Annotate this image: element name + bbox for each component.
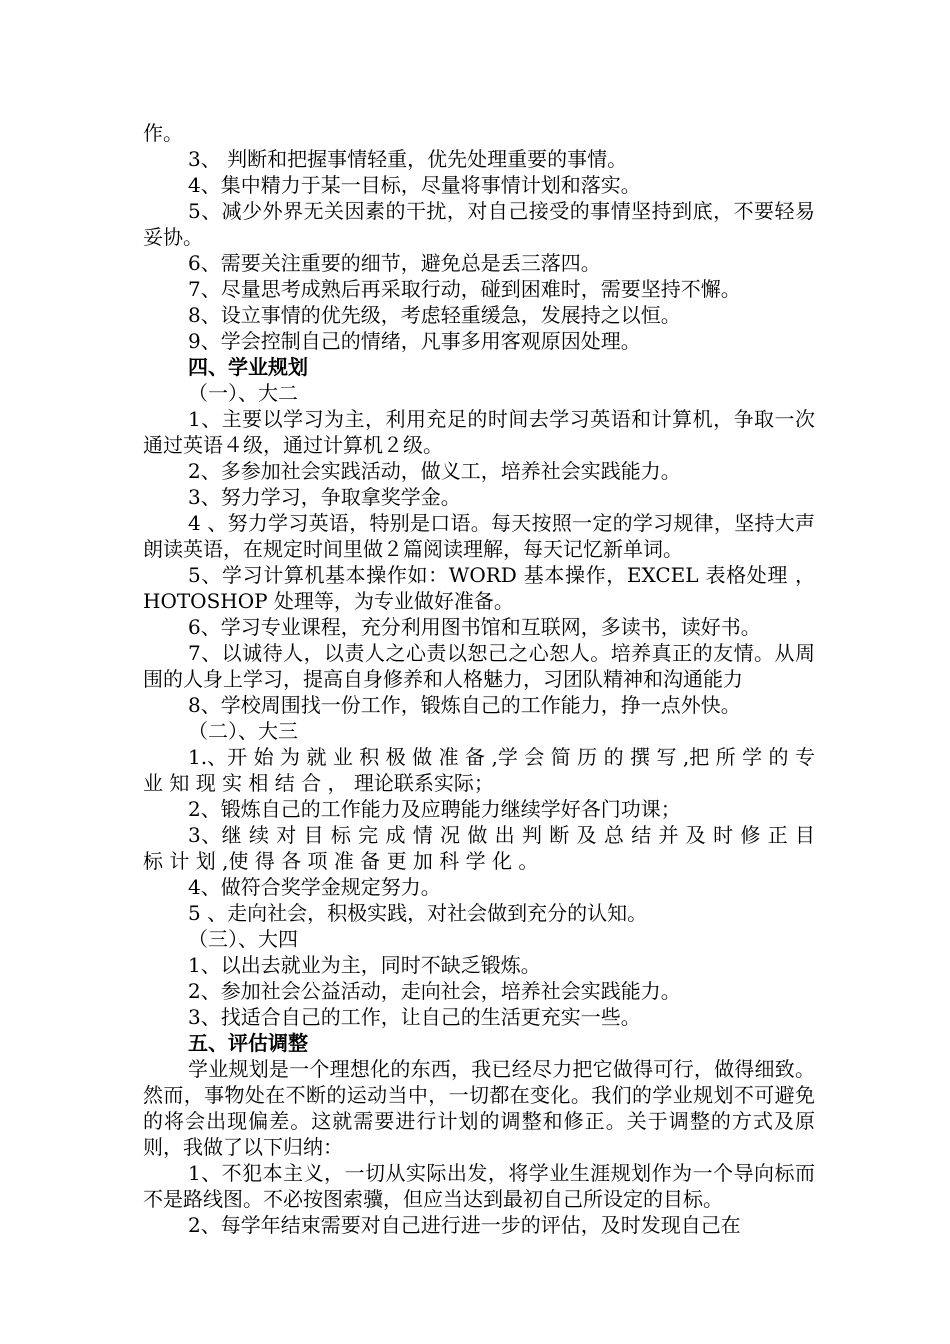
- subsection-heading: （一）、大二: [188, 381, 298, 405]
- list-item: 9、学会控制自己的情绪，凡事多用客观原因处理。: [188, 329, 641, 353]
- list-item: 1、不犯本主义，一切从实际出发，将学业生涯规划作为一个导向标而不是路线图。不必按图索骥，但应当达到最初自己所设定的目标。: [143, 1161, 815, 1211]
- subsection-heading: （三）、大四: [188, 927, 298, 951]
- list-item: 4 、努力学习英语，特别是口语。每天按照一定的学习规律，坚持大声朗读英语，在规定时间里做２篇阅读理解，每天记忆新单词。: [143, 511, 815, 561]
- subsection-heading: （二）、大三: [188, 719, 298, 743]
- list-item: 8、设立事情的优先级，考虑轻重缓急，发展持之以恒。: [188, 303, 681, 327]
- list-item: 7、尽量思考成熟后再采取行动，碰到困难时，需要坚持不懈。: [188, 277, 741, 301]
- list-item: 3、找适合自己的工作，让自己的生活更充实一些。: [188, 1005, 641, 1029]
- list-item: 2、多参加社会实践活动，做义工，培养社会实践能力。: [188, 459, 681, 483]
- list-item: 2、锻炼自己的工作能力及应聘能力继续学好各门功课；: [188, 797, 681, 821]
- list-item: 6、学习专业课程，充分利用图书馆和互联网，多读书，读好书。: [188, 615, 761, 639]
- list-item: 2、参加社会公益活动，走向社会，培养社会实践能力。: [188, 979, 681, 1003]
- paragraph: 学业规划是一个理想化的东西，我已经尽力把它做得可行，做得细致。然而，事物处在不断的运动当中，一切都在变化。我们的学业规划不可避免的将会出现偏差。这就需要进行计划的调整和修正。关于调整的方式及原则，我做了以下归纳：: [143, 1057, 815, 1159]
- document-page: [143, 120, 815, 1238]
- list-item: 1、主要以学习为主，利用充足的时间去学习英语和计算机，争取一次通过英语４级，通过计算机２级。: [143, 407, 815, 457]
- section-heading: 五、评估调整: [188, 1031, 308, 1055]
- list-item: 5、学习计算机基本操作如：WORD 基本操作，EXCEL 表格处理 ，HOTOSHOP 处理等，为专业做好准备。: [143, 563, 815, 613]
- list-item: 5、减少外界无关因素的干扰，对自己接受的事情坚持到底，不要轻易妥协。: [143, 199, 815, 249]
- paragraph: 作。: [143, 121, 183, 145]
- list-item: 7、以诚待人，以责人之心责以恕己之心恕人。培养真正的友情。从周围的人身上学习，提高自身修养和人格魅力，习团队精神和沟通能力: [143, 641, 815, 691]
- list-item: 8、学校周围找一份工作，锻炼自己的工作能力，挣一点外快。: [188, 693, 741, 717]
- list-item: 3、努力学习，争取拿奖学金。: [188, 485, 461, 509]
- list-item: 6、需要关注重要的细节，避免总是丢三落四。: [188, 251, 601, 275]
- list-item: 5 、走向社会，积极实践，对社会做到充分的认知。: [188, 901, 648, 925]
- list-item: 3、 判断和把握事情轻重，优先处理重要的事情。: [188, 147, 628, 171]
- list-item: 3、继 续 对 目 标 完 成 情 况 做 出 判 断 及 总 结 并 及 时 修 正 目 标 计 划 ,使 得 各 项 准 备 更 加 科 学 化 。: [143, 823, 815, 873]
- list-item: 1.、开 始 为 就 业 积 极 做 准 备 ,学 会 简 历 的 撰 写 ,把 所 学 的 专 业 知 现 实 相 结 合 ， 理论联系实际；: [143, 745, 815, 795]
- list-item: 2、每学年结束需要对自己进行进一步的评估，及时发现自己在: [188, 1213, 741, 1237]
- section-heading: 四、学业规划: [188, 355, 308, 379]
- list-item: 1、以出去就业为主，同时不缺乏锻炼。: [188, 953, 541, 977]
- list-item: 4、集中精力于某一目标，尽量将事情计划和落实。: [188, 173, 641, 197]
- list-item: 4、做符合奖学金规定努力。: [188, 875, 441, 899]
